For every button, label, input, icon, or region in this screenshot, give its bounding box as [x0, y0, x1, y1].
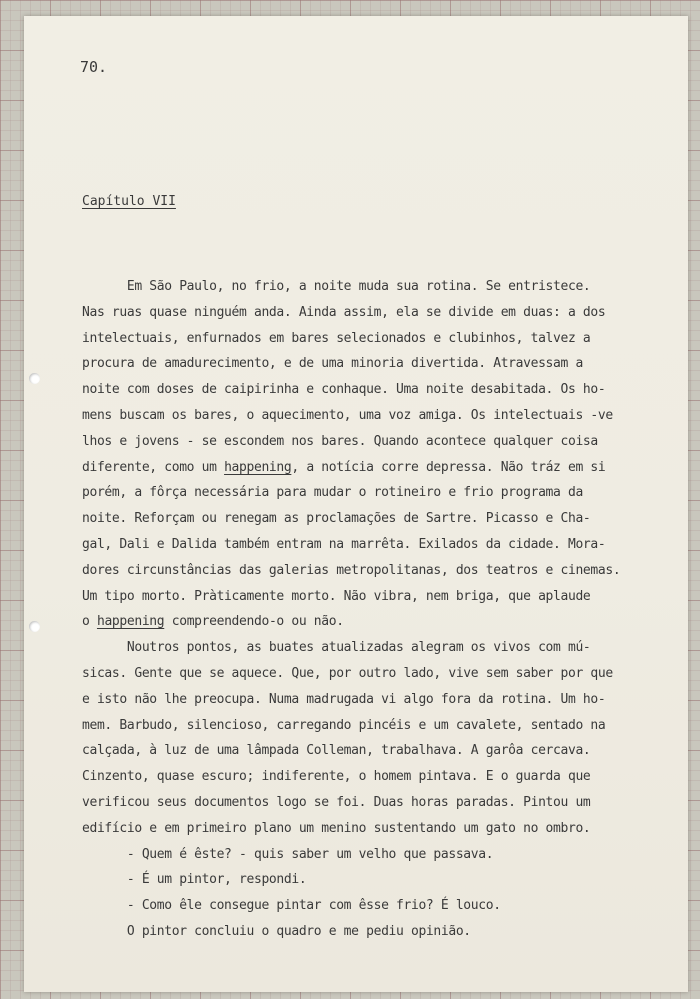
underlined-word-happening: happening [224, 459, 292, 475]
text-line: gal, Dali e Dalida também entram na marrêta. Exilados da cidade. Mora- [82, 536, 606, 552]
text-line: sicas. Gente que se aquece. Que, por outro lado, vive sem saber por que [82, 665, 613, 681]
text-segment: o [82, 614, 97, 630]
punch-hole-top [29, 373, 40, 384]
text-line: mens buscam os bares, o aquecimento, uma voz amiga. Os intelectuais -ve [82, 407, 613, 423]
dialogue-line: - Quem é êste? - quis saber um velho que passava. [82, 846, 494, 862]
punch-hole-bottom [29, 621, 40, 632]
text-line: Um tipo morto. Pràticamente morto. Não vibra, nem briga, que aplaude [82, 588, 591, 604]
body-text [82, 274, 672, 945]
text-line: Nas ruas quase ninguém anda. Ainda assim, ela se divide em duas: a dos [82, 304, 606, 320]
dialogue-line: O pintor concluiu o quadro e me pediu opinião. [82, 923, 471, 939]
text-line: e isto não lhe preocupa. Numa madrugada vi algo fora da rotina. Um ho- [82, 691, 606, 707]
text-line: noite. Reforçam ou renegam as proclamações de Sartre. Picasso e Cha- [82, 511, 591, 527]
text-line: intelectuais, enfurnados em bares selecionados e clubinhos, talvez a [82, 330, 591, 346]
text-line: Em São Paulo, no frio, a noite muda sua rotina. Se entristece. [82, 279, 591, 294]
dialogue [82, 842, 672, 945]
chapter-title: Capítulo VII [82, 194, 176, 209]
text-line: mem. Barbudo, silencioso, carregando pincéis e um cavalete, sentado na [82, 717, 606, 733]
text-line: edifício e em primeiro plano um menino sustentando um gato no ombro. [82, 820, 591, 836]
text-segment: compreendendo-o ou não. [164, 614, 344, 630]
page-number: 70. [80, 58, 108, 76]
text-line: verificou seus documentos logo se foi. Duas horas paradas. Pintou um [82, 794, 591, 810]
text-line: porém, a fôrça necessária para mudar o rotineiro e frio programa da [82, 485, 583, 501]
text-line: lhos e jovens - se escondem nos bares. Quando acontece qualquer coisa [82, 433, 598, 449]
text-line: Noutros pontos, as buates atualizadas alegram os vivos com mú- [82, 640, 591, 656]
text-line: dores circunstâncias das galerias metropolitanas, dos teatros e cinemas. [82, 562, 621, 578]
text-line: Cinzento, quase escuro; indiferente, o homem pintava. E o guarda que [82, 769, 591, 785]
paragraph-1 [82, 274, 672, 635]
dialogue-line: - É um pintor, respondi. [82, 872, 307, 888]
text-line: noite com doses de caipirinha e conhaque. Uma noite desabitada. Os ho- [82, 382, 606, 398]
text-segment: , a notícia corre depressa. Não tráz em si [291, 459, 606, 475]
paragraph-2 [82, 635, 672, 841]
underlined-word-happening: happening [96, 614, 165, 630]
text-line [82, 455, 672, 481]
text-line: procura de amadurecimento, e de uma minoria divertida. Atravessam a [82, 356, 583, 372]
text-line [82, 609, 672, 635]
text-segment: diferente, como um [82, 459, 225, 475]
text-line: calçada, à luz de uma lâmpada Colleman, trabalhava. A garôa cercava. [82, 743, 591, 759]
dialogue-line: - Como êle consegue pintar com êsse frio? É louco. [82, 898, 501, 914]
